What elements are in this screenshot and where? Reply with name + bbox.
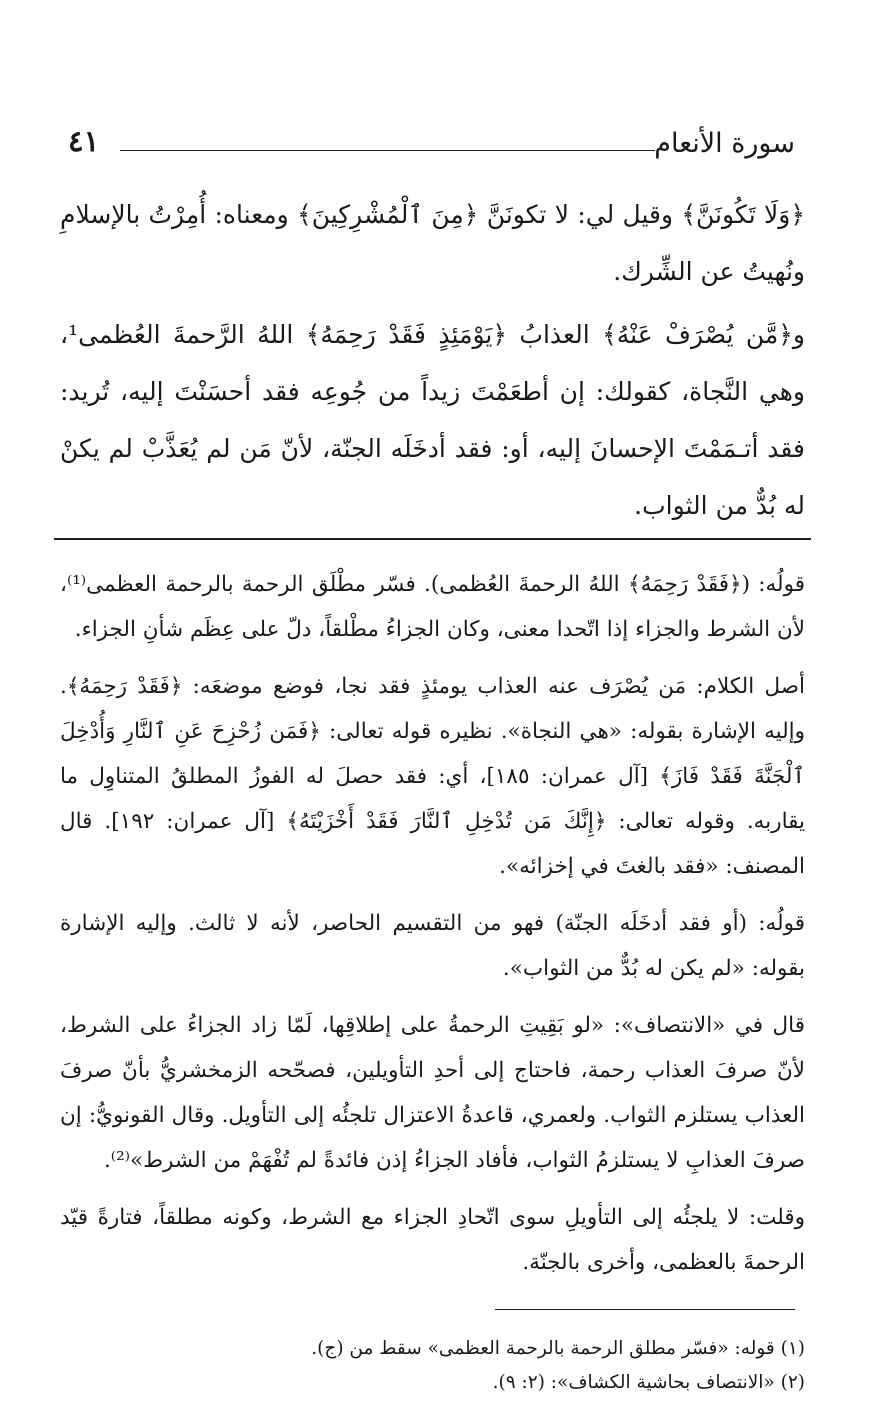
commentary-paragraph: وقلت: لا يلجئُه إلى التأويلِ سوى اتّحادِ الجزاء مع الشرط، وكونه مطلقاً، فتارةً قيّد الرحمةَ بالعظمى، وأخرى بالجنّة. xyxy=(60,1205,805,1275)
commentary-paragraph: قال في «الانتصاف»: «لو بَقِيتِ الرحمةُ على إطلاقِها، لَمّا زاد الجزاءُ على الشرط، لأنّ صرفَ العذاب رحمة، فاحتاج إلى أحدِ التأويلين، فصحّحه الزمخشريُّ بأنّ صرفَ العذاب يستلزم الثواب. ولعمري، قاعدةُ الاعتزال تلجئُه إلى التأويل. وقال القونويُّ: إن صرفَ العذابِ لا يستلزمُ الثواب، فأفاد الجزاءُ إذن فائدةً لم تُفْهَمْ من الشرط»⁽²⁾. xyxy=(60,1013,805,1173)
section-divider xyxy=(54,538,811,540)
page-number: ٤١ xyxy=(68,124,100,158)
footnote: (١) قوله: «فسّر مطلق الرحمة بالرحمة العظمى» سقط من (ج). xyxy=(311,1338,805,1359)
commentary-paragraph: قولُه: (﴿فَقَدْ رَحِمَهُ﴾ اللهُ الرحمةَ العُظمى). فسّر مطْلَق الرحمة بالرحمة العظمى⁽¹⁾، لأن الشرط والجزاء إذا اتّحدا معنى، وكان الجزاءُ مطْلقاً، دلّ على عِظَم شأنِ الجزاء. xyxy=(60,572,805,642)
commentary-paragraph: قولُه: (أو فقد أدخَلَه الجنّة) فهو من التقسيم الحاصر، لأنه لا ثالث. وإليه الإشارة بقوله: «لم يكن له بُدٌّ من الثواب». xyxy=(60,911,805,981)
footnote-rule xyxy=(495,1309,795,1310)
main-paragraph: ﴿وَلَا تَكُونَنَّ﴾ وقيل لي: لا تكونَنَّ ﴿مِنَ ٱلْمُشْرِكِينَ﴾ ومعناه: أُمِرْتُ بالإسلامِ ونُهيتُ عن الشِّرك. xyxy=(60,200,805,286)
footnotes xyxy=(60,1332,805,1400)
header-rule xyxy=(120,150,655,151)
footnote: (٢) «الانتصاف بحاشية الكشاف»: (٢: ٩). xyxy=(492,1372,805,1393)
surah-title: سورة الأنعام xyxy=(654,128,795,159)
running-header xyxy=(60,120,805,172)
main-paragraph: و﴿مَّن يُصْرَفْ عَنْهُ﴾ العذابُ ﴿يَوْمَئِذٍ فَقَدْ رَحِمَهُ﴾ اللهُ الرَّحمةَ العُظمى¹، وهي النَّجاة، كقولك: إن أطعَمْتَ زيداً من جُوعِه فقد أحسَنْتَ إليه، تُريد: فقد أتـمَمْتَ الإحسانَ إليه، أو: فقد أدخَلَه الجنّة، لأنّ مَن لم يُعَذَّبْ لم يكنْ له بُدٌّ من الثواب. xyxy=(60,320,805,520)
commentary-paragraph: أصل الكلام: مَن يُصْرَف عنه العذاب يومئذٍ فقد نجا، فوضع موضعَه: ﴿فَقَدْ رَحِمَهُ﴾. وإليه الإشارة بقوله: «هي النجاة». نظيره قوله تعالى: ﴿فَمَن زُحْزِحَ عَنِ ٱلنَّارِ وَأُدْخِلَ ٱلْجَنَّةَ فَقَدْ فَازَ﴾ [آل عمران: ١٨٥]، أي: فقد حصلَ له الفوزُ المطلقُ المتناوِل ما يقاربه. وقوله تعالى: ﴿إِنَّكَ مَن تُدْخِلِ ٱلنَّارَ فَقَدْ أَخْزَيْتَهُ﴾ [آل عمران: ١٩٢]. قال المصنف: «فقد بالغتَ في إخزائه». xyxy=(60,674,805,879)
book-page xyxy=(60,120,805,1400)
main-text xyxy=(60,186,805,534)
commentary-text xyxy=(60,562,805,1285)
